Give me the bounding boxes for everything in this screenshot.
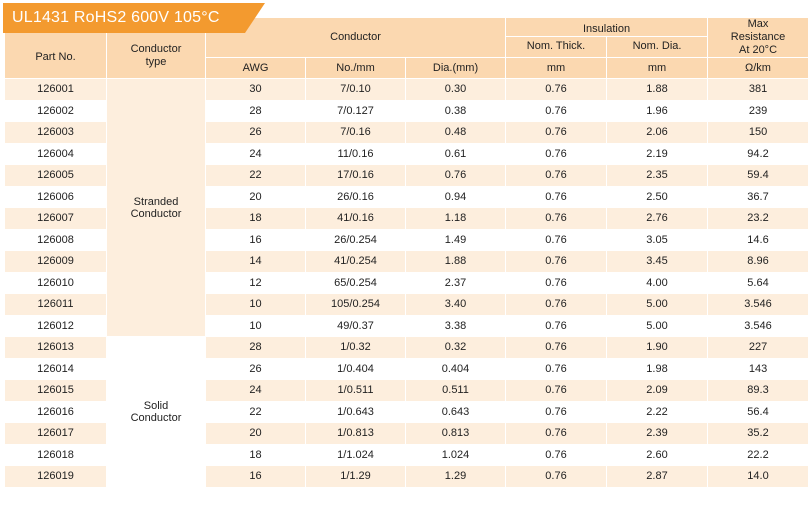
cell-nom-dia: 5.00 — [607, 315, 708, 337]
cell-awg: 26 — [206, 358, 306, 380]
cell-conductor-dia: 1.88 — [406, 251, 506, 273]
cell-part-no: 126016 — [5, 401, 107, 423]
cell-nom-thick: 0.76 — [506, 208, 607, 230]
header-no-per-mm: No./mm — [306, 58, 406, 79]
cell-strand-count: 26/0.254 — [306, 229, 406, 251]
cell-conductor-dia: 0.94 — [406, 186, 506, 208]
cell-nom-thick: 0.76 — [506, 143, 607, 165]
cell-awg: 22 — [206, 165, 306, 187]
cell-nom-thick: 0.76 — [506, 229, 607, 251]
cell-awg: 20 — [206, 186, 306, 208]
cell-nom-thick: 0.76 — [506, 315, 607, 337]
group-solid: Solid Conductor — [107, 337, 206, 488]
cell-strand-count: 1/1.29 — [306, 466, 406, 488]
cell-conductor-dia: 0.643 — [406, 401, 506, 423]
cell-conductor-dia: 0.404 — [406, 358, 506, 380]
cell-strand-count: 105/0.254 — [306, 294, 406, 316]
cell-max-resistance: 89.3 — [708, 380, 809, 402]
cell-strand-count: 1/0.813 — [306, 423, 406, 445]
cell-conductor-dia: 0.30 — [406, 79, 506, 101]
header-max-resistance: Max Resistance At 20°C — [708, 18, 809, 58]
cell-nom-thick: 0.76 — [506, 186, 607, 208]
header-dia-mm: Dia.(mm) — [406, 58, 506, 79]
cell-max-resistance: 381 — [708, 79, 809, 101]
cell-awg: 16 — [206, 466, 306, 488]
cell-awg: 24 — [206, 143, 306, 165]
cell-part-no: 126013 — [5, 337, 107, 359]
cell-strand-count: 7/0.127 — [306, 100, 406, 122]
cell-awg: 14 — [206, 251, 306, 273]
cell-strand-count: 1/0.511 — [306, 380, 406, 402]
cell-nom-dia: 1.98 — [607, 358, 708, 380]
cell-max-resistance: 239 — [708, 100, 809, 122]
cell-max-resistance: 35.2 — [708, 423, 809, 445]
cell-conductor-dia: 2.37 — [406, 272, 506, 294]
cell-part-no: 126008 — [5, 229, 107, 251]
cell-max-resistance: 3.546 — [708, 315, 809, 337]
cell-awg: 16 — [206, 229, 306, 251]
cell-part-no: 126007 — [5, 208, 107, 230]
cell-awg: 18 — [206, 208, 306, 230]
cell-part-no: 126003 — [5, 122, 107, 144]
cell-strand-count: 1/0.32 — [306, 337, 406, 359]
cell-awg: 28 — [206, 100, 306, 122]
cell-nom-thick: 0.76 — [506, 122, 607, 144]
header-part-no: Part No. — [5, 18, 107, 79]
cell-part-no: 126004 — [5, 143, 107, 165]
cell-part-no: 126002 — [5, 100, 107, 122]
cell-nom-dia: 5.00 — [607, 294, 708, 316]
cell-awg: 24 — [206, 380, 306, 402]
cell-nom-thick: 0.76 — [506, 401, 607, 423]
cell-conductor-dia: 0.38 — [406, 100, 506, 122]
cell-awg: 18 — [206, 444, 306, 466]
cell-max-resistance: 3.546 — [708, 294, 809, 316]
cell-max-resistance: 59.4 — [708, 165, 809, 187]
cell-max-resistance: 36.7 — [708, 186, 809, 208]
cell-nom-thick: 0.76 — [506, 79, 607, 101]
cell-max-resistance: 22.2 — [708, 444, 809, 466]
cell-nom-dia: 1.88 — [607, 79, 708, 101]
cell-strand-count: 1/0.404 — [306, 358, 406, 380]
cell-strand-count: 49/0.37 — [306, 315, 406, 337]
cell-strand-count: 1/0.643 — [306, 401, 406, 423]
cell-max-resistance: 94.2 — [708, 143, 809, 165]
cell-awg: 28 — [206, 337, 306, 359]
cell-awg: 22 — [206, 401, 306, 423]
cell-awg: 10 — [206, 294, 306, 316]
spec-table — [4, 17, 809, 488]
cell-awg: 30 — [206, 79, 306, 101]
header-nom-dia: Nom. Dia. — [607, 36, 708, 57]
cell-awg: 20 — [206, 423, 306, 445]
cell-nom-dia: 3.05 — [607, 229, 708, 251]
unit-ohm-per-km: Ω/km — [708, 58, 809, 79]
cell-nom-thick: 0.76 — [506, 165, 607, 187]
cell-nom-dia: 2.35 — [607, 165, 708, 187]
cell-awg: 26 — [206, 122, 306, 144]
cell-nom-thick: 0.76 — [506, 423, 607, 445]
table-body — [5, 79, 809, 488]
cell-nom-dia: 2.09 — [607, 380, 708, 402]
cell-nom-dia: 2.06 — [607, 122, 708, 144]
table-row — [5, 337, 809, 359]
table-row — [5, 79, 809, 101]
cell-part-no: 126005 — [5, 165, 107, 187]
header-insulation: Insulation — [506, 18, 708, 37]
cell-nom-dia: 1.90 — [607, 337, 708, 359]
cell-part-no: 126010 — [5, 272, 107, 294]
cell-nom-dia: 4.00 — [607, 272, 708, 294]
cell-nom-dia: 3.45 — [607, 251, 708, 273]
cell-part-no: 126014 — [5, 358, 107, 380]
cell-nom-thick: 0.76 — [506, 251, 607, 273]
cell-conductor-dia: 0.511 — [406, 380, 506, 402]
header-conductor: Conductor — [206, 18, 506, 58]
cell-nom-dia: 2.22 — [607, 401, 708, 423]
cell-part-no: 126011 — [5, 294, 107, 316]
cell-nom-thick: 0.76 — [506, 100, 607, 122]
cell-nom-dia: 2.87 — [607, 466, 708, 488]
cell-conductor-dia: 3.40 — [406, 294, 506, 316]
cell-nom-thick: 0.76 — [506, 444, 607, 466]
cell-part-no: 126012 — [5, 315, 107, 337]
header-conductor-type: Conductor type — [107, 18, 206, 79]
cell-part-no: 126018 — [5, 444, 107, 466]
cell-max-resistance: 14.0 — [708, 466, 809, 488]
group-stranded: Stranded Conductor — [107, 79, 206, 337]
cell-nom-dia: 2.76 — [607, 208, 708, 230]
cell-part-no: 126017 — [5, 423, 107, 445]
cell-strand-count: 11/0.16 — [306, 143, 406, 165]
cell-conductor-dia: 1.024 — [406, 444, 506, 466]
cell-conductor-dia: 0.61 — [406, 143, 506, 165]
cell-nom-dia: 2.19 — [607, 143, 708, 165]
cell-nom-thick: 0.76 — [506, 380, 607, 402]
cell-strand-count: 26/0.16 — [306, 186, 406, 208]
cell-conductor-dia: 1.18 — [406, 208, 506, 230]
cell-nom-dia: 2.50 — [607, 186, 708, 208]
cell-strand-count: 1/1.024 — [306, 444, 406, 466]
cell-strand-count: 41/0.16 — [306, 208, 406, 230]
cell-nom-thick: 0.76 — [506, 358, 607, 380]
cell-strand-count: 7/0.10 — [306, 79, 406, 101]
cell-awg: 10 — [206, 315, 306, 337]
cell-nom-dia: 1.96 — [607, 100, 708, 122]
cell-conductor-dia: 0.76 — [406, 165, 506, 187]
unit-thick-mm: mm — [506, 58, 607, 79]
cell-part-no: 126019 — [5, 466, 107, 488]
cell-max-resistance: 143 — [708, 358, 809, 380]
cell-strand-count: 17/0.16 — [306, 165, 406, 187]
header-nom-thick: Nom. Thick. — [506, 36, 607, 57]
cell-strand-count: 7/0.16 — [306, 122, 406, 144]
cell-nom-thick: 0.76 — [506, 272, 607, 294]
cell-conductor-dia: 0.32 — [406, 337, 506, 359]
cell-max-resistance: 14.6 — [708, 229, 809, 251]
cell-part-no: 126001 — [5, 79, 107, 101]
cell-nom-thick: 0.76 — [506, 294, 607, 316]
cell-strand-count: 41/0.254 — [306, 251, 406, 273]
cell-max-resistance: 23.2 — [708, 208, 809, 230]
cell-max-resistance: 227 — [708, 337, 809, 359]
page-title: UL1431 RoHS2 600V 105°C — [12, 9, 220, 26]
cell-awg: 12 — [206, 272, 306, 294]
cell-max-resistance: 56.4 — [708, 401, 809, 423]
cell-part-no: 126009 — [5, 251, 107, 273]
title-banner — [3, 3, 265, 33]
cell-part-no: 126006 — [5, 186, 107, 208]
cell-conductor-dia: 1.49 — [406, 229, 506, 251]
cell-max-resistance: 5.64 — [708, 272, 809, 294]
cell-conductor-dia: 0.813 — [406, 423, 506, 445]
cell-max-resistance: 8.96 — [708, 251, 809, 273]
cell-strand-count: 65/0.254 — [306, 272, 406, 294]
cell-conductor-dia: 1.29 — [406, 466, 506, 488]
cell-nom-dia: 2.39 — [607, 423, 708, 445]
cell-nom-thick: 0.76 — [506, 466, 607, 488]
cell-nom-thick: 0.76 — [506, 337, 607, 359]
cell-conductor-dia: 3.38 — [406, 315, 506, 337]
unit-dia-mm: mm — [607, 58, 708, 79]
cell-nom-dia: 2.60 — [607, 444, 708, 466]
header-awg: AWG — [206, 58, 306, 79]
cell-max-resistance: 150 — [708, 122, 809, 144]
cell-conductor-dia: 0.48 — [406, 122, 506, 144]
cell-part-no: 126015 — [5, 380, 107, 402]
